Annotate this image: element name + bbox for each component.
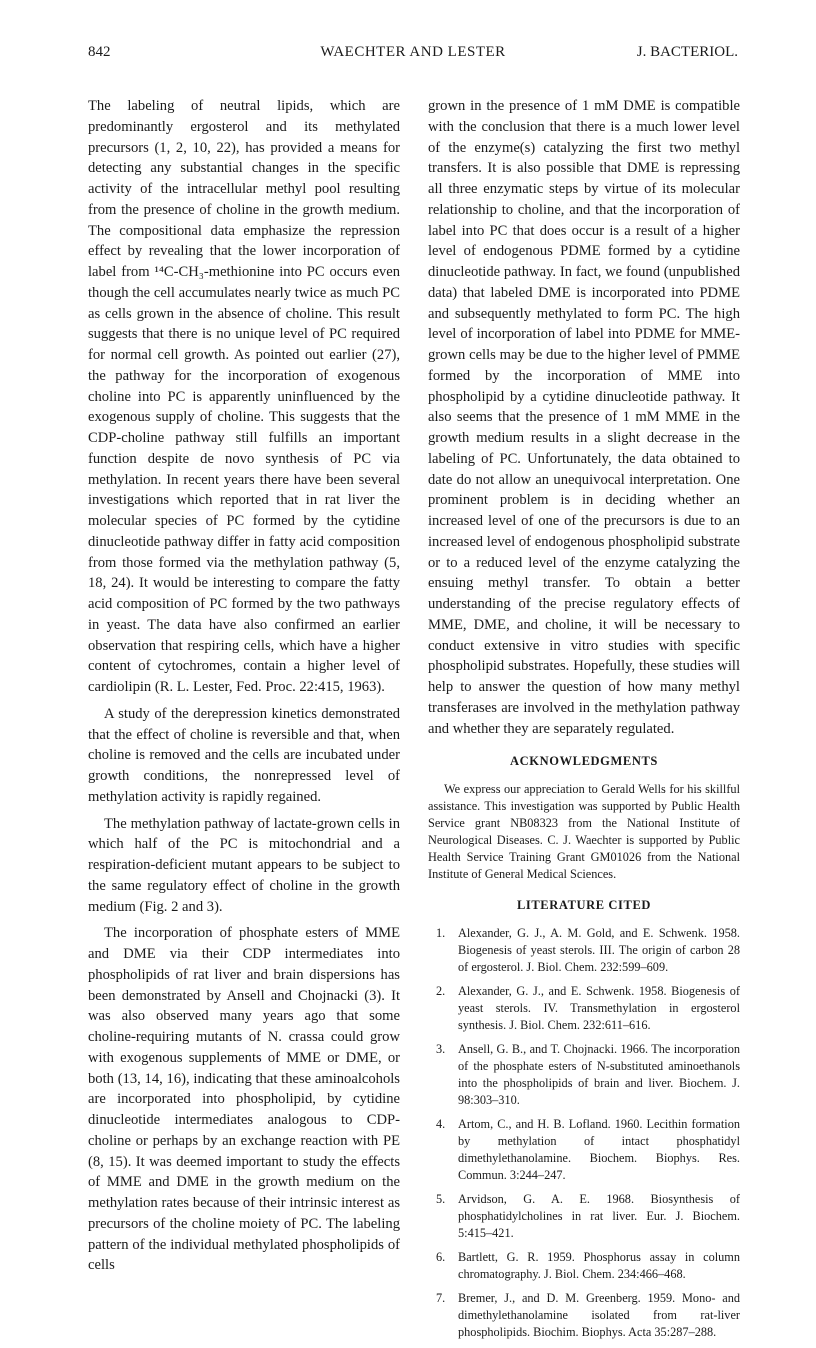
reference-item [428, 983, 740, 1034]
reference-item [428, 1191, 740, 1242]
body-paragraph: A study of the derepression kinetics demonstrated that the effect of choline is reversible and that, when choline is removed and the cells are incubated under growth conditions, the nonrepressed level of methylation activity is rapidly regained. [88, 705, 400, 805]
reference-item [428, 1249, 740, 1283]
reference-text: Bremer, J., and D. M. Greenberg. 1959. Mono- and dimethylethanolamine isolated from rat-liver phospholipids. Biochim. Biophys. Acta 35:287–288. [458, 1290, 740, 1339]
acknowledgments-heading: ACKNOWLEDGMENTS [510, 754, 658, 769]
reference-number: 6. [436, 1249, 446, 1264]
page-number: 842 [88, 44, 111, 60]
reference-number: 7. [436, 1290, 446, 1305]
left-column [88, 96, 400, 1276]
journal-name: J. BACTERIOL. [636, 44, 738, 60]
body-paragraph: The labeling of neutral lipids, which are predominantly ergosterol and its methylated precursors (1, 2, 10, 22), has provided a means for detecting any substantial changes in the specific activity of the intracellular methyl pool resulting from the presence of choline in the growth medium. The compositional data emphasize the repression effect by revealing that the lower incorporation of label from ¹⁴C-CH₃-methionine into PC occurs even though the cell accumulates nearly twice as much PC as cells grown in the absence of choline. This result suggests that there is no unique level of PC required for normal cell growth. As pointed out earlier (27), the pathway for the incorporation of exogenous choline into PC is apparently uninfluenced by the exogenous supply of choline. This suggests that the CDP-choline pathway still fulfills an important function despite de novo synthesis of PC via methylation. In recent years there have been several investigations which reported that in rat liver the molecular species of PC formed by the cytidine dinucleotide pathway differ in fatty acid composition from those formed via the methylation pathway (5, 18, 24). It would be interesting to compare the fatty acid composition of PC formed by the two pathways in yeast. The data have also confirmed an earlier observation that respiring cells, which have a higher content of cytochromes, contain a higher level of cardiolipin (R. L. Lester, Fed. Proc. 22:415, 1963). [88, 98, 400, 695]
reference-text: Ansell, G. B., and T. Chojnacki. 1966. The incorporation of the phosphate esters of N-substituted aminoethanols into the phospholipids of brain and liver. Biochem. J. 98:303–310. [458, 1041, 740, 1107]
reference-text: Bartlett, G. R. 1959. Phosphorus assay in column chromatography. J. Biol. Chem. 234:466–468. [458, 1249, 740, 1281]
reference-item [428, 1290, 740, 1341]
right-column [428, 96, 740, 1348]
running-title: WAECHTER AND LESTER [320, 44, 506, 60]
reference-text: Artom, C., and H. B. Lofland. 1960. Lecithin formation by methylation of intact phosphatidyl dimethylethanolamine. Biochem. Biophys. Res. Commun. 3:244–247. [458, 1116, 740, 1182]
reference-item [428, 1041, 740, 1109]
reference-text: Alexander, G. J., and E. Schwenk. 1958. Biogenesis of yeast sterols. IV. Transmethylation in ergosterol synthesis. J. Biol. Chem. 232:611–616. [458, 983, 740, 1032]
reference-text: Arvidson, G. A. E. 1968. Biosynthesis of phosphatidylcholines in rat liver. Eur. J. Biochem. 5:415–421. [458, 1191, 740, 1240]
body-paragraph: grown in the presence of 1 mM DME is compatible with the conclusion that there is a much lower level of the enzyme(s) catalyzing the first two methyl transfers. It is also possible that DME is repressing all three enzymatic steps by virtue of its molecular relationship to choline, and that the incorporation of label into PC that does occur is a result of a higher level of endogenous PDME formed by a cytidine dinucleotide pathway. In fact, we found (unpublished data) that labeled DME is incorporated into PDME and subsequently methylated to form PC. The high level of incorporation of label into PDME for MME-grown cells may be due to the higher level of PMME formed by the incorporation of MME into phospholipid by a cytidine dinucleotide pathway. It also seems that the presence of 1 mM MME in the growth medium results in a slight decrease in the labeling of PC. Unfortunately, the data obtained to date do not allow an unequivocal interpretation. One prominent problem is in deciding whether an increased level of one of the precursors is due to an increased level of endogenous phospholipid substrate or to a reduced level of the enzyme catalyzing the ensuing methyl transfer. To obtain a better understanding of the precise regulatory effects of MME, DME, and choline, it will be necessary to conduct extensive in vitro studies with specific phospholipid substrates. Hopefully, these studies will help to answer the question of how many methyl transferases are involved in the methylation pathway and whether they are separately regulated. [428, 98, 740, 737]
reference-number: 1. [436, 925, 446, 940]
body-paragraph: The incorporation of phosphate esters of MME and DME via their CDP intermediates into phospholipids of rat liver and brain dispersions has been demonstrated by Ansell and Chojnacki (3). It was also observed many years ago that some choline-requiring mutants of N. crassa could grow with exogenous supplements of MME or DME, or both (13, 14, 16), indicating that these aminoalcohols are incorporated into phospholipid, by cytidine dinucleotide intermediates analogous to CDP-choline or perhaps by an exchange reaction with PE (8, 15). It was deemed important to study the effects of MME and DME in the growth medium on the methylation rates because of their intrinsic interest as precursors of the choline moiety of PC. The labeling pattern of the individual methylated phospholipids of cells [88, 925, 400, 1274]
reference-item [428, 1116, 740, 1184]
reference-number: 2. [436, 983, 446, 998]
reference-list [428, 925, 740, 1341]
body-paragraph: The methylation pathway of lactate-grown cells in which half of the PC is mitochondrial and a respiration-deficient mutant appears to be subject to the same regulatory effect of choline in the growth medium (Fig. 2 and 3). [88, 815, 400, 915]
reference-number: 4. [436, 1116, 446, 1131]
reference-number: 5. [436, 1191, 446, 1206]
literature-heading: LITERATURE CITED [516, 898, 652, 912]
reference-number: 3. [436, 1041, 446, 1056]
running-header [88, 44, 738, 66]
reference-text: Alexander, G. J., A. M. Gold, and E. Schwenk. 1958. Biogenesis of yeast sterols. III. The origin of carbon 28 of ergosterol. J. Biol. Chem. 232:599–609. [458, 925, 740, 974]
acknowledgments-text: We express our appreciation to Gerald Wells for his skillful assistance. This investigation was supported by Public Health Service grant NB08323 from the National Institute of Neurological Diseases. C. J. Waechter is supported by Public Health Service Training Grant GM01026 from the National Institute of General Medical Sciences. [428, 782, 740, 881]
reference-item [428, 925, 740, 976]
